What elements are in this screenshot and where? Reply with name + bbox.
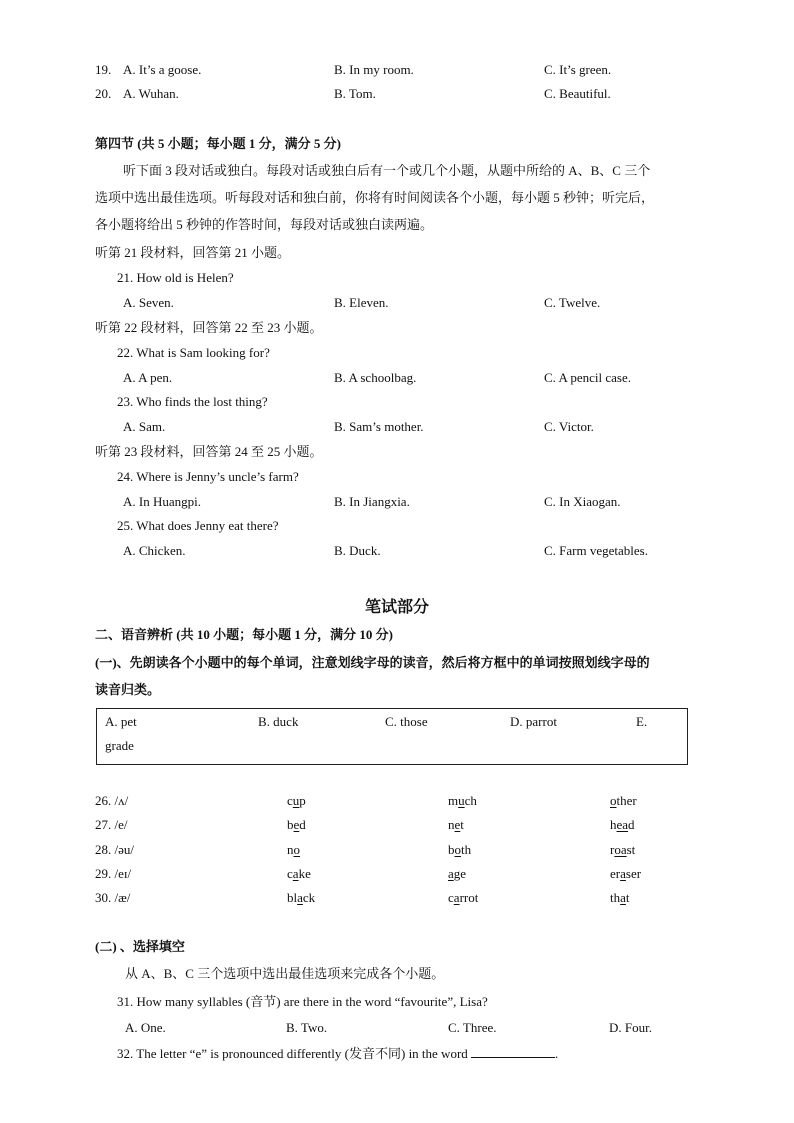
q24-option-b: B. In Jiangxia. [334,494,410,509]
section4-instructions-line1: 听下面 3 段对话或独白。每段对话或独白后有一个或几个小题，从题中所给的 A、B、C 三个 [123,163,651,178]
q31-option-c: C. Three. [448,1020,497,1035]
q32-period: . [555,1046,559,1061]
sub1-instruction-line2: 读音归类。 [95,682,161,697]
q26-word1: cup [287,793,306,808]
q31-option-b: B. Two. [286,1020,328,1035]
section4-instructions-line3: 各小题将给出 5 秒钟的作答时间，每段对话或独白读两遍。 [95,217,434,232]
sub2-instruction: 从 A、B、C 三个选项中选出最佳选项来完成各个小题。 [125,966,445,981]
q29-word2: age [448,866,467,881]
word-box-d: D. parrot [510,714,557,729]
q27-word2: net [448,817,464,832]
q25-option-c: C. Farm vegetables. [544,543,648,558]
q28-word2: both [448,842,472,857]
q20-option-c: C. Beautiful. [544,86,611,101]
q28-word3: roast [610,842,636,857]
q23-option-a: A. Sam. [123,419,166,434]
q25-question: 25. What does Jenny eat there? [117,518,279,533]
q24-option-c: C. In Xiaogan. [544,494,621,509]
q20-number: 20. [95,86,112,101]
q22-question: 22. What is Sam looking for? [117,345,270,360]
sub2-title: (二) 、选择填空 [95,939,185,954]
material-22-instruction: 听第 22 段材料，回答第 22 至 23 小题。 [95,320,323,335]
q27-phoneme: 27. /e/ [95,817,128,832]
q32-question [117,1045,558,1062]
q31-option-a: A. One. [125,1020,166,1035]
q24-question: 24. Where is Jenny’s uncle’s farm? [117,469,299,484]
q25-option-b: B. Duck. [334,543,381,558]
q19-option-b: B. In my room. [334,62,414,77]
q21-option-b: B. Eleven. [334,295,389,310]
part2-title: 二、语音辨析 (共 10 小题；每小题 1 分，满分 10 分) [95,627,393,642]
q24-option-a: A. In Huangpi. [123,494,201,509]
q27-word3: head [610,817,635,832]
q21-question: 21. How old is Helen? [117,270,234,285]
word-box-b: B. duck [258,714,299,729]
q22-option-b: B. A schoolbag. [334,370,417,385]
q31-question: 31. How many syllables (音节) are there in the word “favourite”, Lisa? [117,994,488,1009]
sub1-instruction-line1: (一)、先朗读各个小题中的每个单词，注意划线字母的读音，然后将方框中的单词按照划线字母的 [95,655,650,670]
q21-option-a: A. Seven. [123,295,174,310]
q23-option-c: C. Victor. [544,419,594,434]
q32-answer-blank[interactable] [471,1045,555,1058]
q31-option-d: D. Four. [609,1020,652,1035]
q23-option-b: B. Sam’s mother. [334,419,424,434]
q20-option-b: B. Tom. [334,86,376,101]
q26-word2: much [448,793,477,808]
q20-option-a: A. Wuhan. [123,86,179,101]
section4-instructions-line2: 选项中选出最佳选项。听每段对话和独白前，你将有时间阅读各个小题，每小题 5 秒钟；听完后， [95,190,655,205]
q19-number: 19. [95,62,112,77]
material-21-instruction: 听第 21 段材料，回答第 21 小题。 [95,245,291,260]
q30-word3: that [610,890,630,905]
word-box-a: A. pet [105,714,137,729]
word-box-c: C. those [385,714,428,729]
q28-word1: no [287,842,300,857]
q22-option-a: A. A pen. [123,370,173,385]
q21-option-c: C. Twelve. [544,295,601,310]
q30-word2: carrot [448,890,479,905]
q19-option-a: A. It’s a goose. [123,62,202,77]
written-section-title: 笔试部分 [364,599,429,616]
q26-word3: other [610,793,637,808]
section4-title: 第四节 (共 5 小题；每小题 1 分，满分 5 分) [95,136,341,151]
word-box-e-label: E. [636,714,648,729]
q23-question: 23. Who finds the lost thing? [117,394,268,409]
q27-word1: bed [287,817,306,832]
q30-phoneme: 30. /æ/ [95,890,131,905]
q28-phoneme: 28. /əu/ [95,842,134,857]
q30-word1: black [287,890,316,905]
q25-option-a: A. Chicken. [123,543,186,558]
q26-phoneme: 26. /ʌ/ [95,793,129,808]
q22-option-c: C. A pencil case. [544,370,632,385]
q29-phoneme: 29. /eɪ/ [95,866,132,881]
q32-text: 32. The letter “e” is pronounced differently (发音不同) in the word [117,1046,468,1061]
q19-option-c: C. It’s green. [544,62,612,77]
material-23-instruction: 听第 23 段材料，回答第 24 至 25 小题。 [95,444,323,459]
q29-word3: eraser [610,866,642,881]
word-box-e-word: grade [105,738,134,753]
q29-word1: cake [287,866,311,881]
